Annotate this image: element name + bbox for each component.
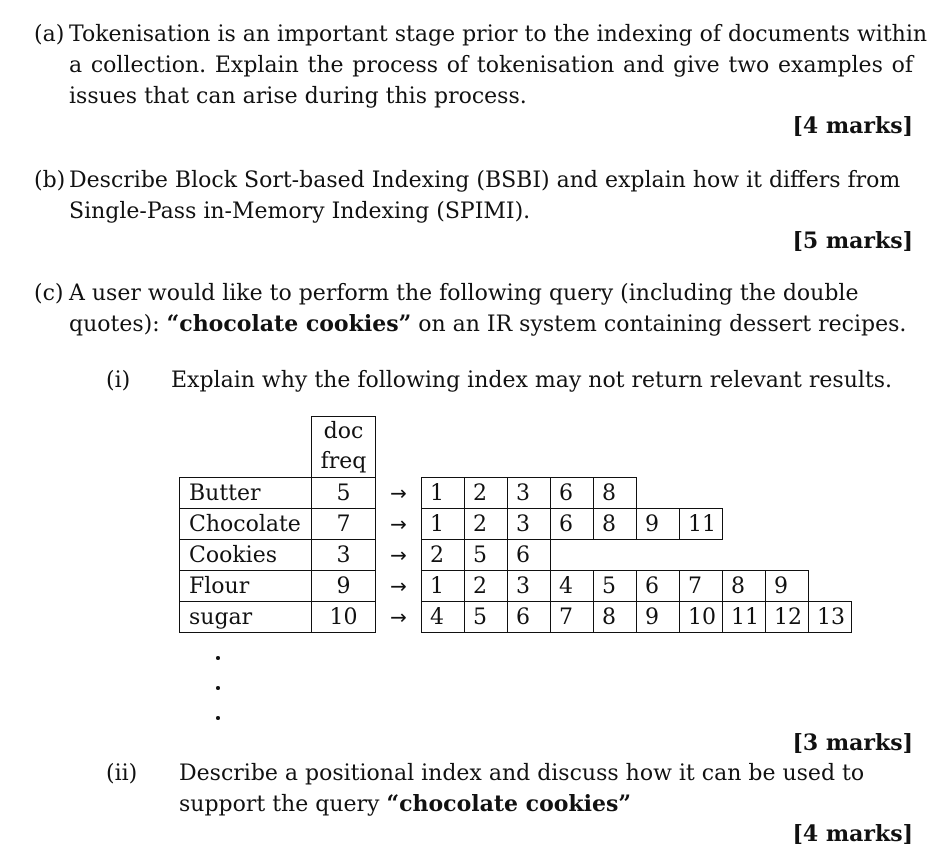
posting-cell: 13: [809, 602, 852, 633]
pointer-arrow-icon: →: [390, 512, 407, 536]
part-a-marks: [4 marks]: [792, 113, 913, 139]
empty-cell: [809, 509, 852, 540]
pointer-arrow-icon: →: [390, 543, 407, 567]
posting-cell: 4: [551, 571, 594, 602]
part-b-label: (b): [34, 168, 66, 193]
empty-cell: [809, 478, 852, 509]
posting-cell: 7: [680, 571, 723, 602]
empty-cell: [594, 540, 637, 571]
empty-cell: [637, 478, 680, 509]
posting-cell: 8: [594, 509, 637, 540]
posting-cell: 12: [766, 602, 809, 633]
posting-cell: 1: [422, 478, 465, 509]
doc-freq-cell: 3: [312, 540, 376, 571]
empty-cell: [766, 478, 809, 509]
term-cell: Cookies: [180, 540, 312, 571]
posting-cell: 4: [422, 602, 465, 633]
empty-cell: [551, 540, 594, 571]
posting-cell: 1: [422, 509, 465, 540]
posting-cell: 6: [508, 540, 551, 571]
part-c-ii-label: (ii): [106, 761, 138, 786]
empty-cell: [723, 509, 766, 540]
term-cell: Butter: [180, 478, 312, 509]
term-cell: Chocolate: [180, 509, 312, 540]
doc-freq-cell: 5: [312, 478, 376, 509]
posting-cell: 2: [422, 540, 465, 571]
part-c-ii-query: “chocolate cookies”: [386, 791, 632, 817]
posting-cell: 11: [723, 602, 766, 633]
posting-cell: 6: [551, 478, 594, 509]
part-c-label: (c): [34, 281, 64, 306]
posting-cell: 8: [723, 571, 766, 602]
index-row: [180, 478, 852, 509]
doc-freq-header: [312, 417, 376, 478]
part-c-ii-line-2: [179, 789, 631, 820]
part-a-line-1: Tokenisation is an important stage prior to the indexing of documents within: [69, 22, 928, 47]
posting-cell: 3: [508, 571, 551, 602]
empty-cell: [766, 540, 809, 571]
pointer-arrow-icon: →: [390, 574, 407, 598]
term-cell: Flour: [180, 571, 312, 602]
doc-freq-cell: 7: [312, 509, 376, 540]
part-c-ii-line-2-prefix: support the query: [179, 792, 387, 817]
posting-cell: 9: [766, 571, 809, 602]
part-b-line-2: Single-Pass in-Memory Indexing (SPIMI).: [69, 199, 531, 224]
doc-freq-cell: 9: [312, 571, 376, 602]
part-c-query: “chocolate cookies”: [166, 311, 412, 337]
part-c-i-text: Explain why the following index may not return relevant results.: [171, 368, 893, 393]
posting-cell: 8: [594, 602, 637, 633]
posting-cell: 3: [508, 509, 551, 540]
part-b-marks: [5 marks]: [792, 228, 913, 254]
index-row: [180, 571, 852, 602]
part-c-line-2-suffix: on an IR system containing dessert recipes.: [411, 312, 907, 337]
part-c-ii-line-1: Describe a positional index and discuss how it can be used to: [179, 761, 865, 786]
part-c-i-label: (i): [106, 368, 131, 393]
posting-cell: 6: [508, 602, 551, 633]
doc-freq-header-line-1: doc: [323, 419, 364, 444]
posting-cell: 6: [637, 571, 680, 602]
index-row: [180, 602, 852, 633]
pointer-arrow-icon: →: [390, 605, 407, 629]
index-header-row: [180, 417, 852, 478]
empty-cell: [637, 540, 680, 571]
term-cell: sugar: [180, 602, 312, 633]
posting-cell: 5: [465, 540, 508, 571]
index-row: [180, 540, 852, 571]
empty-cell: [766, 509, 809, 540]
part-c-line-1: A user would like to perform the following query (including the double: [69, 281, 859, 306]
posting-cell: 11: [680, 509, 723, 540]
posting-cell: 1: [422, 571, 465, 602]
posting-cell: 8: [594, 478, 637, 509]
posting-cell: 9: [637, 509, 680, 540]
part-a-label: (a): [34, 22, 65, 47]
posting-cell: 10: [680, 602, 723, 633]
doc-freq-header-line-2: freq: [320, 449, 367, 474]
part-b-line-1: Describe Block Sort-based Indexing (BSBI) and explain how it differs from: [69, 168, 901, 193]
ellipsis-dot-1: [216, 656, 220, 660]
part-c-i-marks: [3 marks]: [792, 730, 913, 756]
inverted-index-table: [179, 416, 852, 633]
posting-cell: 2: [465, 509, 508, 540]
part-c-line-2: [69, 309, 906, 340]
posting-cell: 5: [594, 571, 637, 602]
doc-freq-cell: 10: [312, 602, 376, 633]
empty-cell: [809, 540, 852, 571]
part-a-line-2: a collection. Explain the process of tokenisation and give two examples of: [69, 53, 913, 78]
ellipsis-dot-3: [216, 716, 220, 720]
empty-cell: [723, 478, 766, 509]
posting-cell: 5: [465, 602, 508, 633]
empty-cell: [680, 478, 723, 509]
posting-cell: 7: [551, 602, 594, 633]
part-c-ii-marks: [4 marks]: [792, 821, 913, 847]
part-c-line-2-prefix: quotes):: [69, 312, 167, 337]
posting-cell: 3: [508, 478, 551, 509]
index-row: [180, 509, 852, 540]
empty-cell: [723, 540, 766, 571]
posting-cell: 2: [465, 478, 508, 509]
part-a-line-3: issues that can arise during this process.: [69, 84, 527, 109]
posting-cell: 2: [465, 571, 508, 602]
pointer-arrow-icon: →: [390, 481, 407, 505]
posting-cell: 9: [637, 602, 680, 633]
posting-cell: 6: [551, 509, 594, 540]
empty-cell: [680, 540, 723, 571]
empty-cell: [809, 571, 852, 602]
ellipsis-dot-2: [216, 686, 220, 690]
